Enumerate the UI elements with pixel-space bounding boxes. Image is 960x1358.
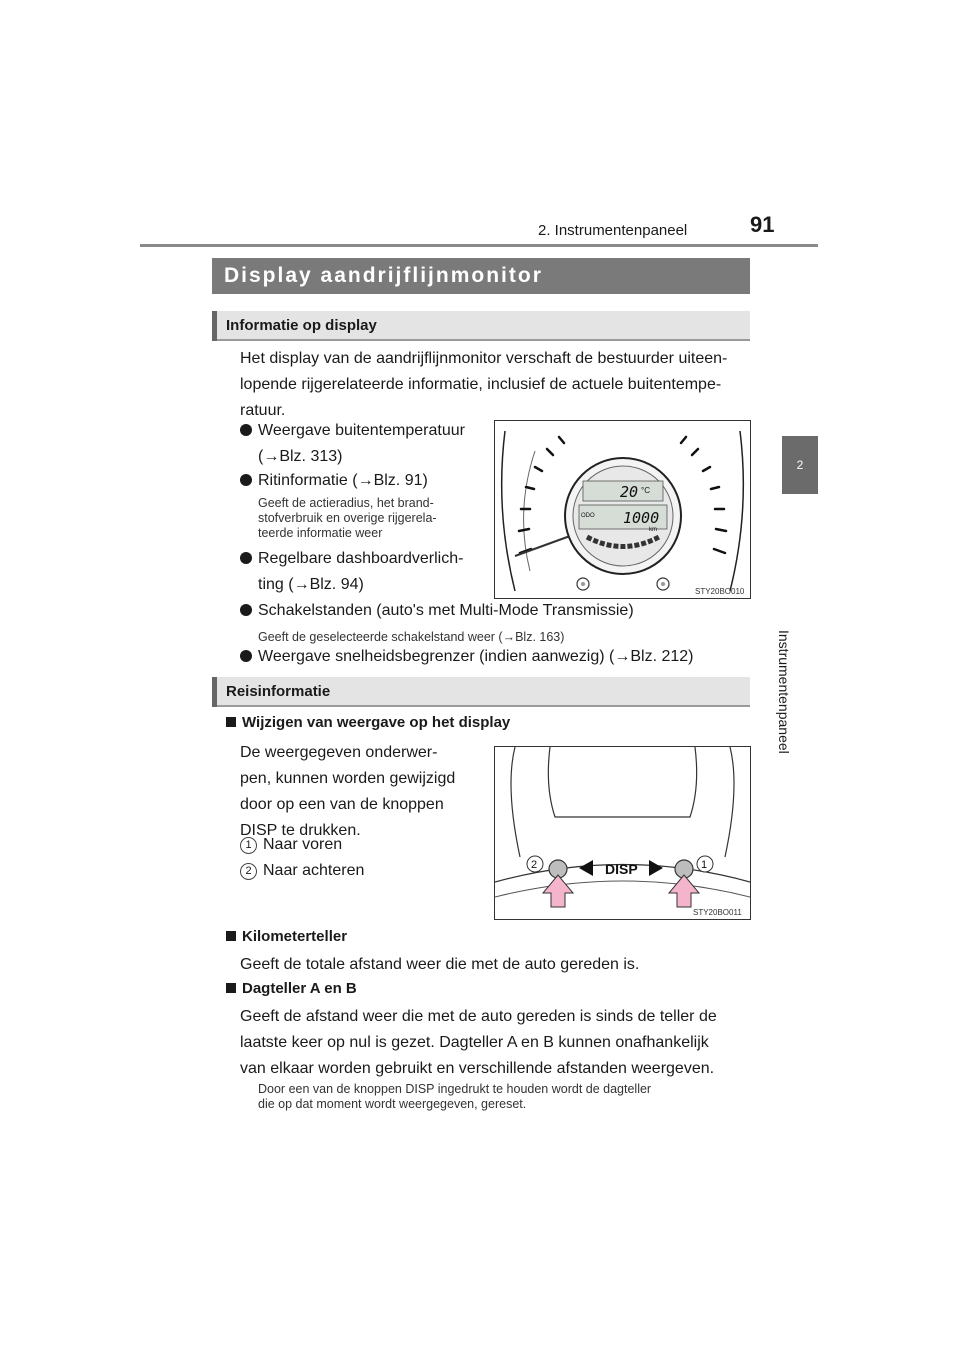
subheading-kilometerteller bbox=[226, 924, 347, 950]
numbered-item bbox=[240, 858, 364, 884]
sub3-note bbox=[258, 1082, 651, 1112]
bullet-text: Weergave snelheidsbegrenzer (indien aanwezig) (→Blz. 212) bbox=[258, 648, 694, 665]
note-line: teerde informatie weer bbox=[258, 526, 383, 540]
section-heading-reisinformatie: Reisinformatie bbox=[212, 677, 750, 707]
bullet-item bbox=[240, 598, 634, 624]
callout-1: 1 bbox=[701, 859, 708, 871]
subheading-wijzigen bbox=[226, 710, 510, 736]
bullet-dot bbox=[240, 604, 252, 616]
bullet-item bbox=[240, 546, 463, 598]
bullet-text: Weergave buitentemperatuur bbox=[258, 422, 465, 439]
square-bullet bbox=[226, 931, 236, 941]
section-heading-informatie: Informatie op display bbox=[212, 311, 750, 341]
cluster-illustration bbox=[495, 421, 750, 598]
figure-instrument-cluster bbox=[494, 420, 751, 599]
paragraph-line: DISP te drukken. bbox=[240, 822, 361, 839]
subheading-dagteller bbox=[226, 976, 357, 1002]
callout-2: 2 bbox=[531, 859, 538, 871]
paragraph-line: door op een van de knoppen bbox=[240, 796, 444, 813]
subheading-text: Dagteller A en B bbox=[242, 980, 357, 997]
bullet-dot bbox=[240, 650, 252, 662]
display-unit: km bbox=[649, 527, 657, 533]
bullet-item bbox=[240, 468, 428, 494]
intro-line: Het display van de aandrijflijnmonitor verschaft de bestuurder uiteen- bbox=[240, 350, 728, 367]
note-line: Geeft de actieradius, het brand- bbox=[258, 496, 434, 510]
sub1-paragraph bbox=[240, 740, 465, 844]
paragraph-line: Geeft de afstand weer die met de auto gereden is sinds de teller de bbox=[240, 1008, 717, 1025]
paragraph-line: De weergegeven onderwer- bbox=[240, 744, 438, 761]
display-odo-label: ODO bbox=[581, 513, 595, 519]
display-odo-value: 1000 bbox=[623, 509, 660, 527]
running-header-section: 2. Instrumentenpaneel bbox=[538, 222, 688, 239]
bullet-text: Regelbare dashboardverlich- bbox=[258, 550, 464, 567]
display-temp-unit: °C bbox=[641, 486, 650, 495]
main-title: Display aandrijflijnmonitor bbox=[212, 258, 750, 294]
chapter-side-label-text: Instrumentenpaneel bbox=[776, 630, 792, 754]
bullet-text: ting (→Blz. 94) bbox=[258, 576, 364, 593]
number-badge: 2 bbox=[240, 863, 257, 880]
page-number: 91 bbox=[750, 212, 775, 237]
bullet-dot bbox=[240, 474, 252, 486]
figure-disp-buttons bbox=[494, 746, 751, 920]
chapter-side-label bbox=[776, 500, 814, 754]
bullet-text: Schakelstanden (auto's met Multi-Mode Transmissie) bbox=[258, 602, 634, 619]
sub2-paragraph: Geeft de totale afstand weer die met de auto gereden is. bbox=[240, 956, 640, 973]
paragraph-line: pen, kunnen worden gewijzigd bbox=[240, 770, 456, 787]
bullet-text: Ritinformatie (→Blz. 91) bbox=[258, 472, 428, 489]
chapter-tab: 2 bbox=[782, 436, 818, 494]
bullet-dot bbox=[240, 552, 252, 564]
intro-line: lopende rijgerelateerde informatie, inclusief de actuele buitentempe- bbox=[240, 376, 722, 393]
paragraph-line: laatste keer op nul is gezet. Dagteller A en B kunnen onafhankelijk bbox=[240, 1034, 709, 1051]
note-line: Door een van de knoppen DISP ingedrukt te houden wordt de dagteller bbox=[258, 1082, 652, 1096]
bullet-dot bbox=[240, 424, 252, 436]
bullet-note: Geeft de geselecteerde schakelstand weer (→Blz. 163) bbox=[258, 630, 565, 644]
note-line: stofverbruik en overige rijgerela- bbox=[258, 511, 437, 525]
bullet-item bbox=[240, 644, 694, 670]
figure-id: STY20BO011 bbox=[693, 908, 742, 917]
header-rule bbox=[140, 244, 818, 247]
intro-line: ratuur. bbox=[240, 402, 286, 419]
square-bullet bbox=[226, 717, 236, 727]
bullet-text: (→Blz. 313) bbox=[258, 448, 343, 465]
bullet-note bbox=[258, 496, 468, 541]
subheading-text: Kilometerteller bbox=[242, 928, 348, 945]
subheading-text: Wijzigen van weergave op het display bbox=[242, 714, 511, 731]
sub3-paragraph bbox=[240, 1004, 752, 1082]
figure-id: STY20BO010 bbox=[695, 587, 745, 596]
disp-illustration bbox=[495, 747, 750, 919]
numbered-item bbox=[240, 832, 342, 858]
intro-paragraph bbox=[240, 346, 750, 424]
numbered-item-label: Naar voren bbox=[263, 836, 343, 853]
numbered-item-label: Naar achteren bbox=[263, 862, 365, 879]
bullet-item bbox=[240, 418, 465, 470]
paragraph-line: van elkaar worden gebruikt en verschillende afstanden weergeven. bbox=[240, 1060, 715, 1077]
note-line: die op dat moment wordt weergegeven, gereset. bbox=[258, 1097, 527, 1111]
square-bullet bbox=[226, 983, 236, 993]
display-temp: 20 bbox=[620, 483, 639, 501]
number-badge: 1 bbox=[240, 837, 257, 854]
disp-label: DISP bbox=[605, 861, 638, 877]
